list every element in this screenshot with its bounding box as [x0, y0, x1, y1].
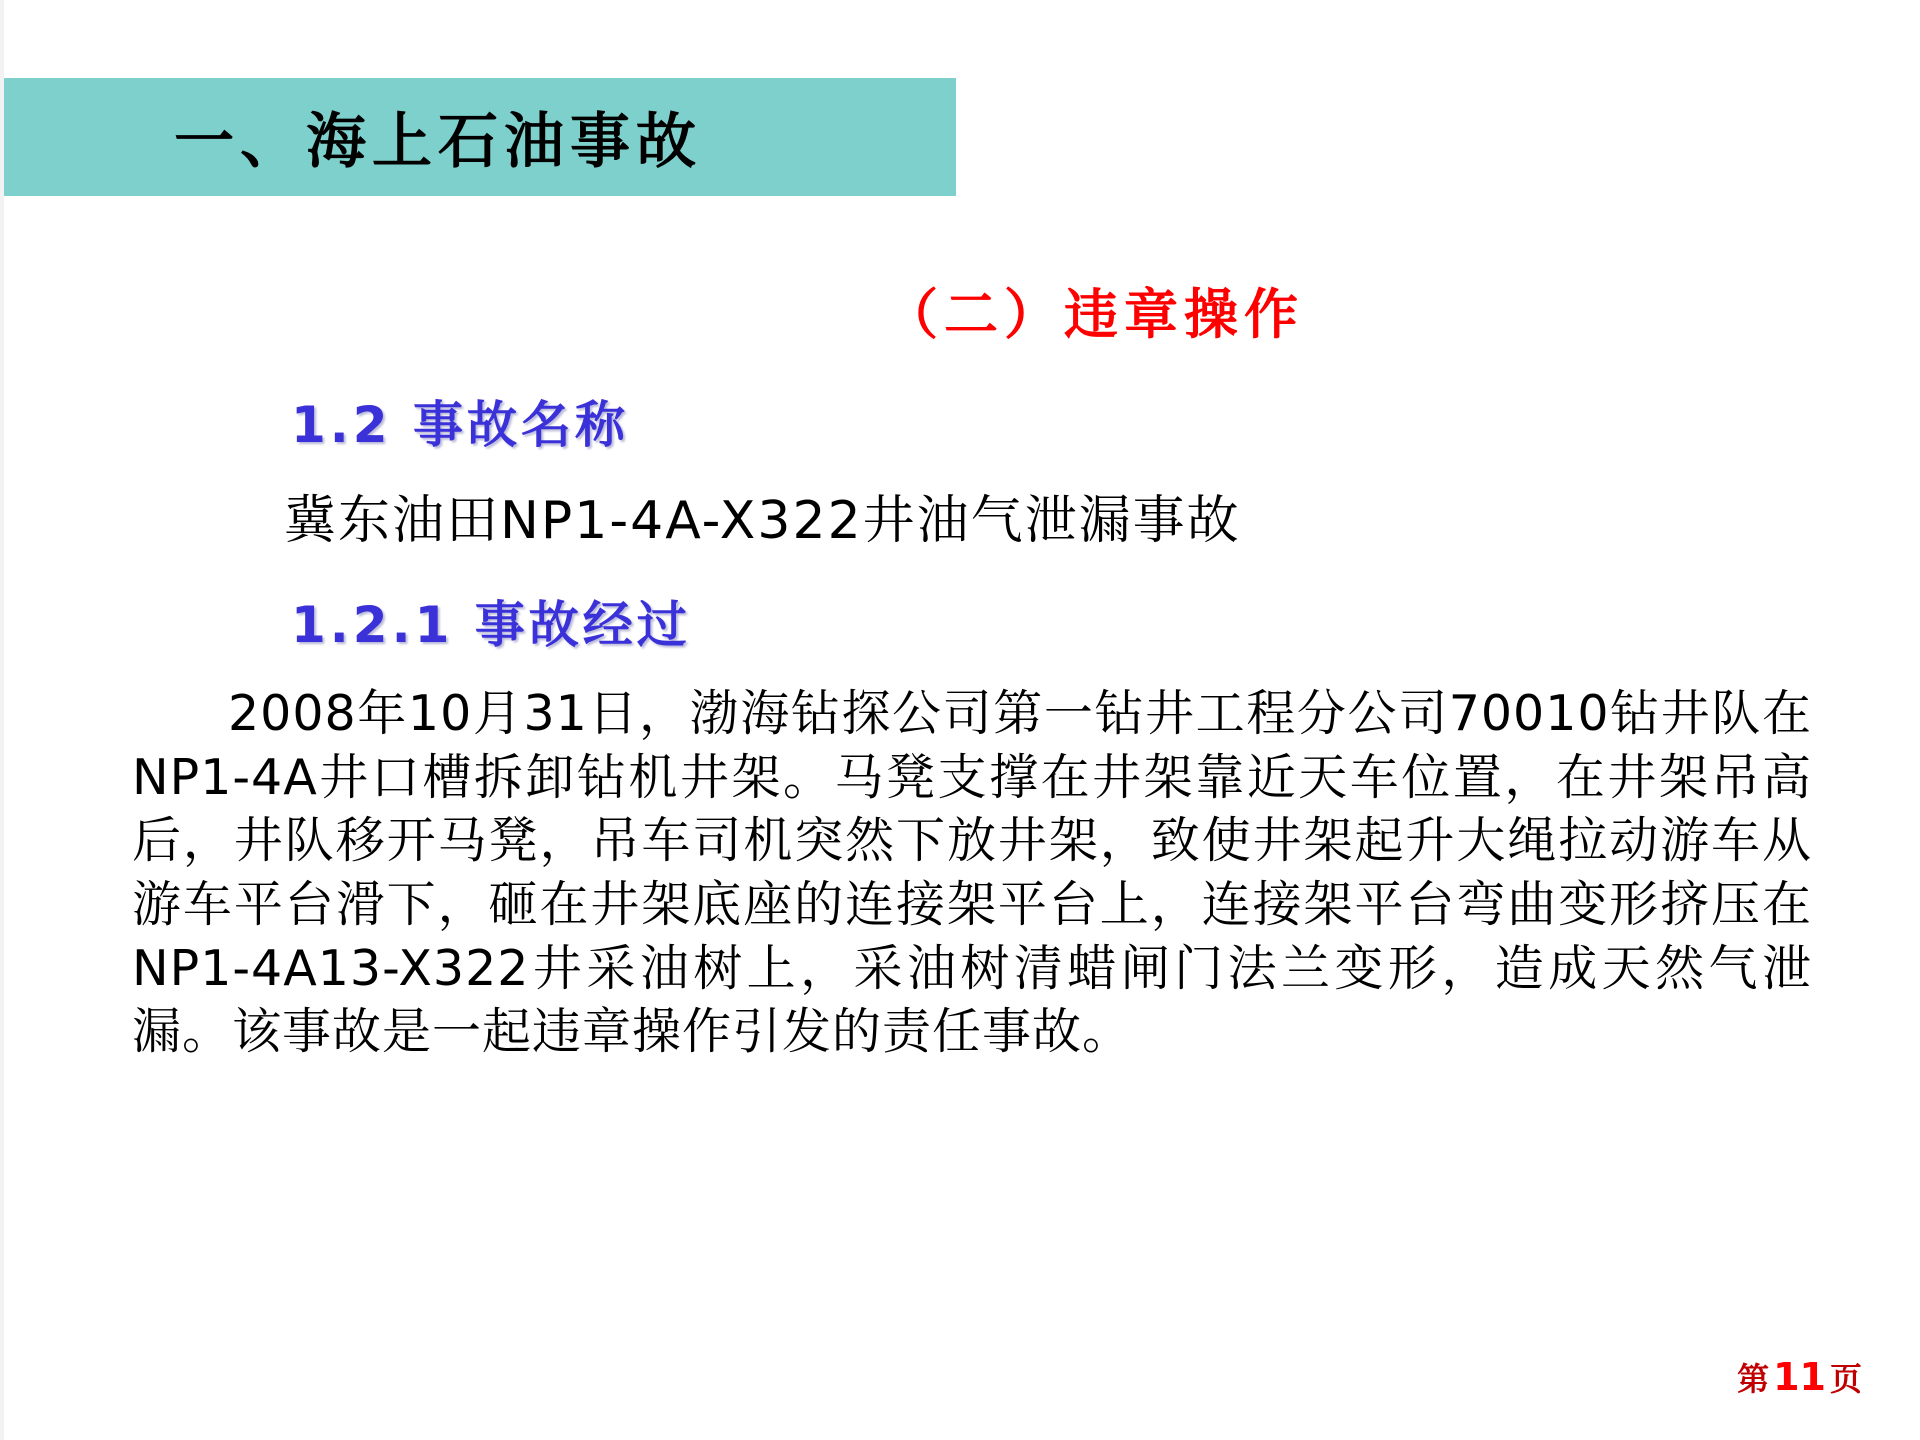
header-band — [4, 78, 956, 196]
body-paragraph: 2008年10月31日，渤海钻探公司第一钻井工程分公司70010钻井队在NP1-4A井口槽拆卸钻机井架。马凳支撑在井架靠近天车位置，在井架吊高后，井队移开马凳，吊车司机突然下放井架，致使井架起升大绳拉动游车从游车平台滑下，砸在井架底座的连接架平台上，连接架平台弯曲变形挤压在NP1-4A13-X322井采油树上，采油树清蜡闸门法兰变形，造成天然气泄漏。该事故是一起违章操作引发的责任事故。 — [132, 685, 1812, 1061]
page-footer — [1737, 1354, 1862, 1400]
accident-name-text: 冀东油田NP1-4A-X322井油气泄漏事故 — [284, 491, 1241, 551]
page-number: 11 — [1773, 1355, 1826, 1399]
page-title: 一、海上石油事故 — [174, 107, 702, 177]
page-footer-suffix: 页 — [1829, 1360, 1862, 1398]
page-footer-prefix: 第 — [1737, 1360, 1770, 1398]
heading-accident-process: 1.2.1 事故经过 — [291, 596, 691, 654]
heading-accident-name: 1.2 事故名称 — [291, 396, 629, 454]
section-subtitle: （二）违章操作 — [884, 283, 1304, 346]
